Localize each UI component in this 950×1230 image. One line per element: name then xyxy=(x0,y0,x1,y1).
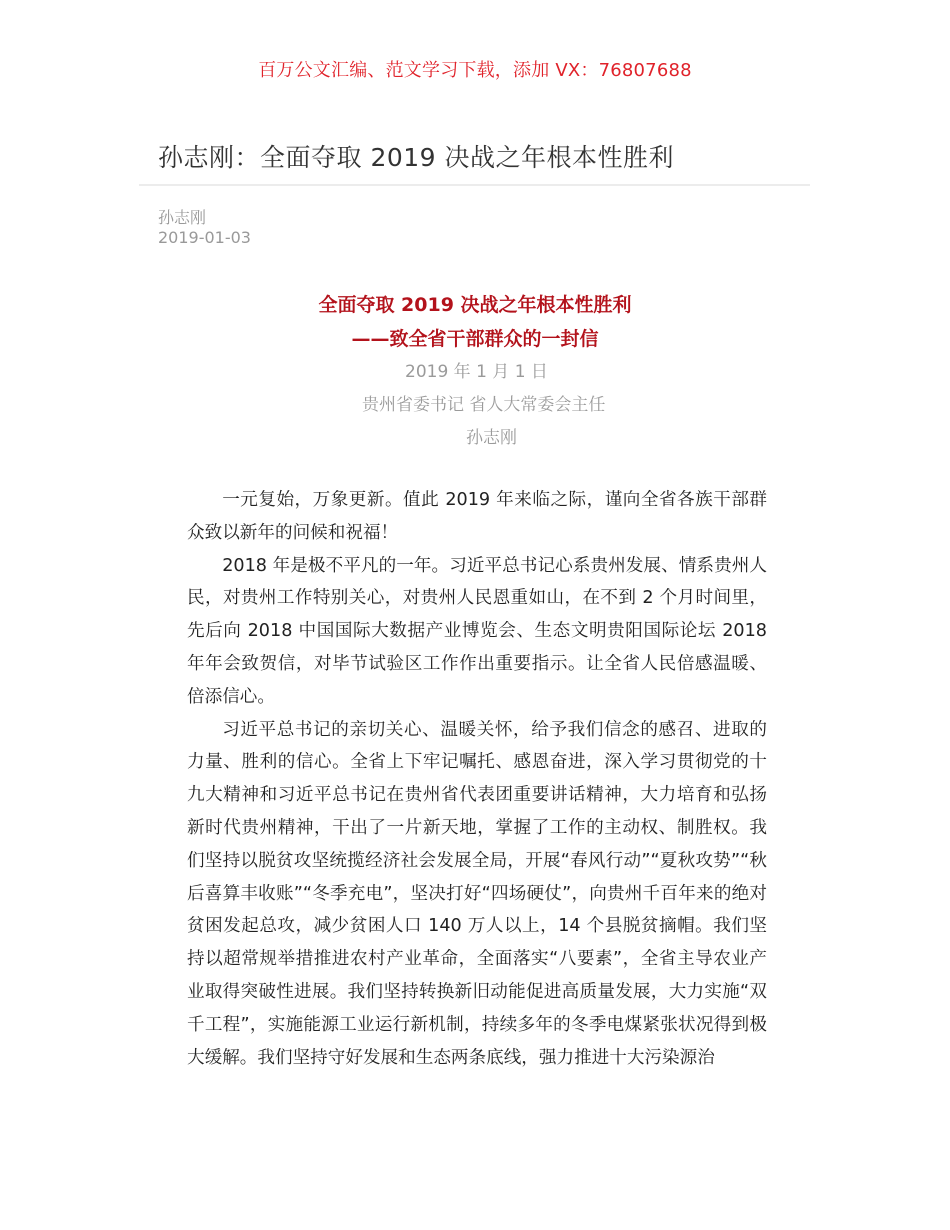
body-paragraph: 2018 年是极不平凡的一年。习近平总书记心系贵州发展、情系贵州人民，对贵州工作特别关心，对贵州人民恩重如山，在不到 2 个月时间里，先后向 2018 中国国际大数据产业博览会、生态文明贵阳国际论坛 2018 年年会致贺信，对毕节试验区工作作出重要指示。让全省人民倍感温暖、倍添信心。 xyxy=(187,555,767,707)
article-author: 孙志刚 xyxy=(158,208,207,227)
promo-banner: 百万公文汇编、范文学习下载，添加 VX：76807688 xyxy=(258,60,692,81)
body-paragraph: 习近平总书记的亲切关心、温暖关怀，给予我们信念的感召、进取的力量、胜利的信心。全省上下牢记嘱托、感恩奋进，深入学习贯彻党的十九大精神和习近平总书记在贵州省代表团重要讲话精神，大力培育和弘扬新时代贵州精神，干出了一片新天地，掌握了工作的主动权、制胜权。我们坚持以脱贫攻坚统揽经济社会发展全局，开展“春风行动”“夏秋攻势”“秋后喜算丰收账”“冬季充电”，坚决打好“四场硬仗”，向贵州千百年来的绝对贫困发起总攻，减少贫困人口 140 万人以上，14 个县脱贫摘帽。我们坚持以超常规举措推进农村产业革命，全面落实“八要素”，全省主导农业产业取得突破性进展。我们坚持转换新旧动能促进高质量发展，大力实施“双千工程”，实施能源工业运行新机制，持续多年的冬季电煤紧张状况得到极大缓解。我们坚持守好发展和生态两条底线，强力推进十大污染源治 xyxy=(187,719,767,1068)
title-divider xyxy=(139,184,810,186)
letter-subtitle: ——致全省干部群众的一封信 xyxy=(351,328,599,350)
letter-signer-name: 孙志刚 xyxy=(466,428,517,448)
body-paragraph: 一元复始，万象更新。值此 2019 年来临之际，谨向全省各族干部群众致以新年的问候和祝福！ xyxy=(187,490,767,543)
article-title: 孙志刚：全面夺取 2019 决战之年根本性胜利 xyxy=(158,143,675,172)
letter-date: 2019 年 1 月 1 日 xyxy=(405,362,548,382)
article-date: 2019-01-03 xyxy=(158,228,251,247)
letter-signer-position: 贵州省委书记 省人大常委会主任 xyxy=(362,395,606,415)
letter-title: 全面夺取 2019 决战之年根本性胜利 xyxy=(318,294,632,316)
letter-body xyxy=(187,484,767,1074)
